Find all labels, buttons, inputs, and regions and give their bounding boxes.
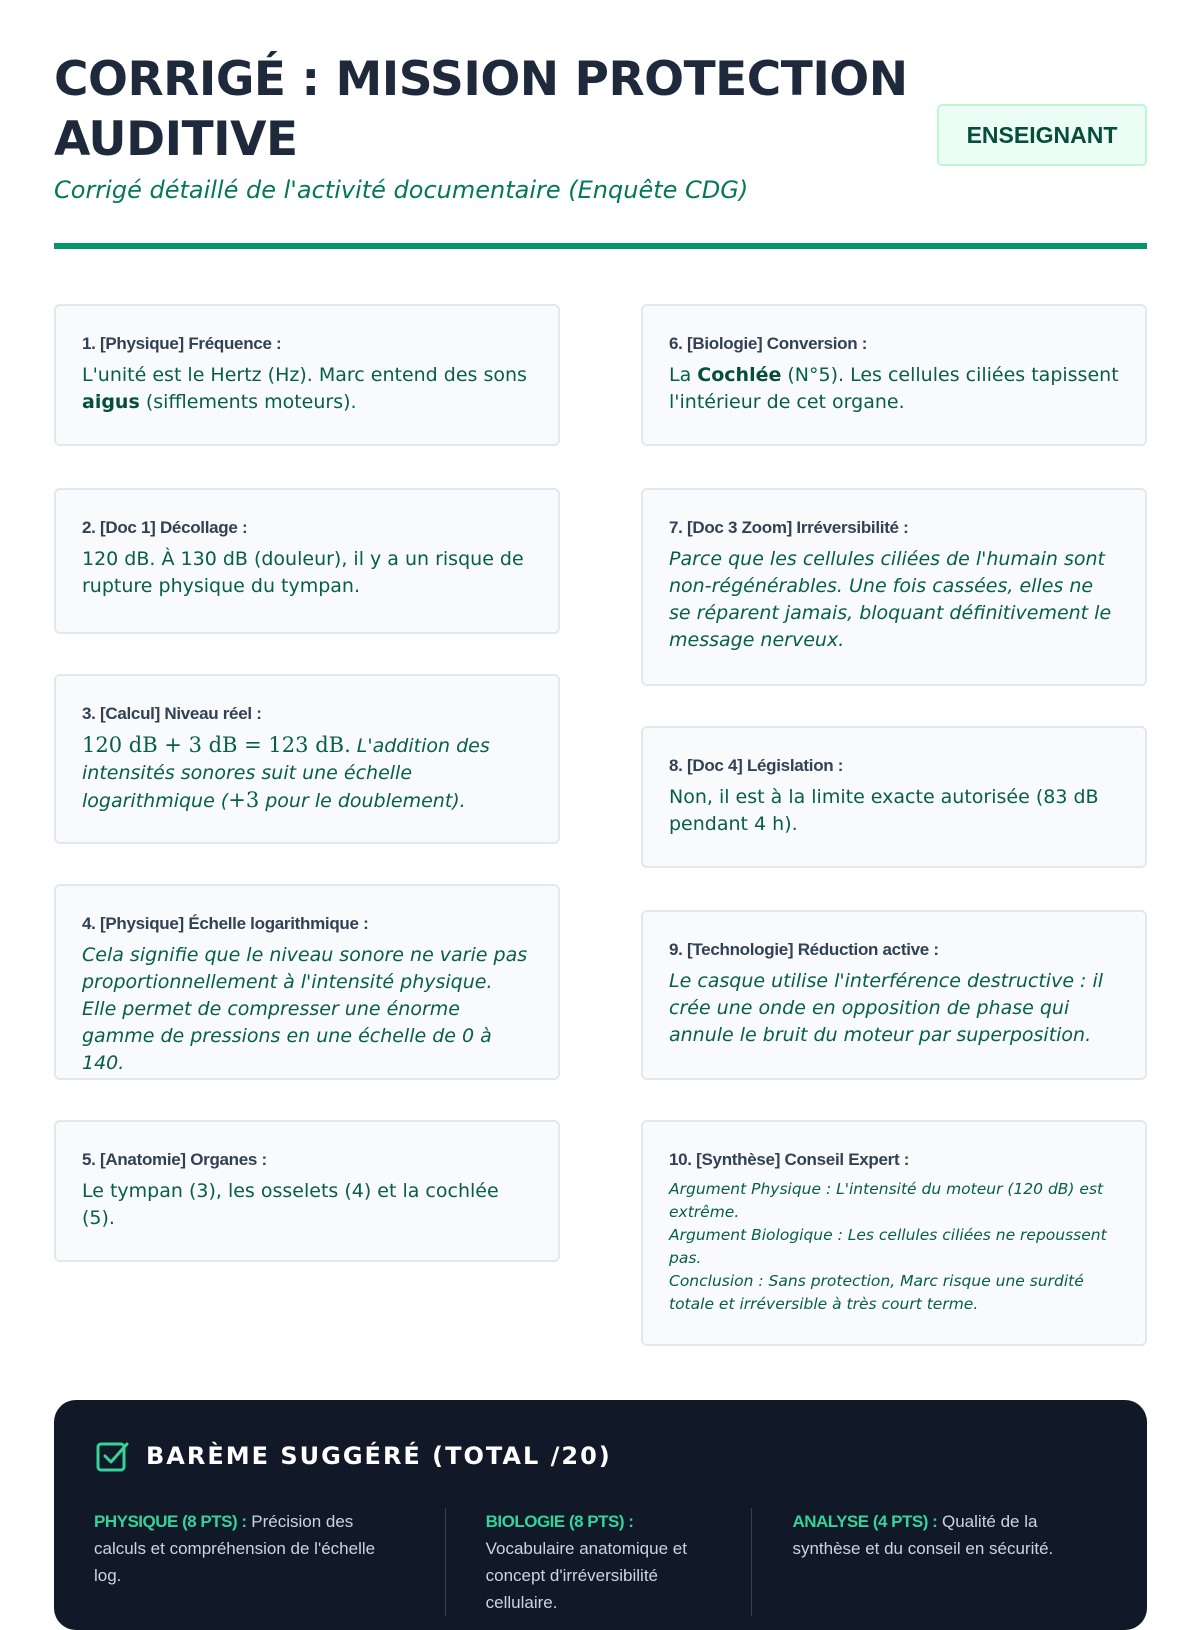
- role-badge: ENSEIGNANT: [937, 104, 1147, 166]
- question-label: 7. [Doc 3 Zoom] Irréversibilité :: [669, 518, 909, 537]
- header: [54, 50, 1147, 204]
- answer-text: Le casque utilise l'interférence destructive : il crée une onde en opposition de phase qui annule le bruit du moteur par superposition.: [669, 970, 1104, 1046]
- grading-columns: [94, 1508, 1107, 1616]
- question-label: 6. [Biologie] Conversion :: [669, 334, 868, 353]
- grading-physique: PHYSIQUE (8 PTS) : Précision des calculs et compréhension de l'échelle log.: [94, 1512, 376, 1585]
- question-label: 8. [Doc 4] Législation :: [669, 756, 844, 775]
- answer-text: Non, il est à la limite exacte autorisée (83 dB pendant 4 h).: [669, 786, 1099, 835]
- answer-line: Argument Biologique : Les cellules ciliées ne repoussent pas.: [669, 1226, 1107, 1267]
- answer-card-10: [641, 1120, 1147, 1346]
- answer-card-6: [641, 304, 1147, 446]
- question-label: 1. [Physique] Fréquence :: [82, 334, 282, 353]
- answer-text: Cela signifie que le niveau sonore ne varie pas proportionnellement à l'intensité physique. Elle permet de compresser une énorme gamme de pressions en une échelle de 0 à 140.: [82, 944, 528, 1074]
- answer-text: 120 dB. À 130 dB (douleur), il y a un risque de rupture physique du tympan.: [82, 548, 524, 597]
- page-title: CORRIGÉ : MISSION PROTECTION AUDITIVE: [54, 52, 908, 167]
- question-label: 4. [Physique] Échelle logarithmique :: [82, 914, 369, 933]
- grading-title: BARÈME SUGGÉRÉ (TOTAL /20): [146, 1442, 612, 1470]
- answer-card-3: [54, 674, 560, 844]
- answer-card-4: [54, 884, 560, 1080]
- answer-card-5: [54, 1120, 560, 1262]
- grading-biologie: BIOLOGIE (8 PTS) : Vocabulaire anatomique et concept d'irréversibilité cellulaire.: [445, 1508, 752, 1616]
- header-divider: [54, 243, 1147, 249]
- answer-card-2: [54, 488, 560, 634]
- question-label: 10. [Synthèse] Conseil Expert :: [669, 1150, 910, 1169]
- question-label: 9. [Technologie] Réduction active :: [669, 940, 939, 959]
- grading-header: [94, 1438, 1107, 1474]
- answer-text: L'unité est le Hertz (Hz). Marc entend des sons aigus (sifflements moteurs).: [82, 364, 527, 413]
- answer-text: La Cochlée (N°5). Les cellules ciliées tapissent l'intérieur de cet organe.: [669, 364, 1119, 413]
- page-subtitle: Corrigé détaillé de l'activité documentaire (Enquête CDG): [54, 176, 749, 204]
- answer-line: Conclusion : Sans protection, Marc risque une surdité totale et irréversible à très court terme.: [669, 1272, 1084, 1313]
- checkbox-icon: [94, 1438, 130, 1474]
- answer-text: Le tympan (3), les osselets (4) et la cochlée (5).: [82, 1180, 499, 1229]
- answer-card-1: [54, 304, 560, 446]
- answer-card-9: [641, 910, 1147, 1080]
- answer-card-8: [641, 726, 1147, 868]
- answer-text: Parce que les cellules ciliées de l'humain sont non-régénérables. Une fois cassées, elles ne se réparent jamais, bloquant définitivement le message nerveux.: [669, 548, 1112, 651]
- answer-card-7: [641, 488, 1147, 686]
- answer-text: 120 dB + 3 dB = 123 dB. L'addition des intensités sonores suit une échelle logarithmique (+3 pour le doublement).: [82, 733, 490, 812]
- question-label: 2. [Doc 1] Décollage :: [82, 518, 248, 537]
- question-label: 3. [Calcul] Niveau réel :: [82, 704, 262, 723]
- question-label: 5. [Anatomie] Organes :: [82, 1150, 267, 1169]
- grading-analyse: ANALYSE (4 PTS) : Qualité de la synthèse et du conseil en sécurité.: [751, 1508, 1107, 1616]
- grading-panel: [54, 1400, 1147, 1630]
- answer-line: Argument Physique : L'intensité du moteur (120 dB) est extrême.: [669, 1180, 1104, 1221]
